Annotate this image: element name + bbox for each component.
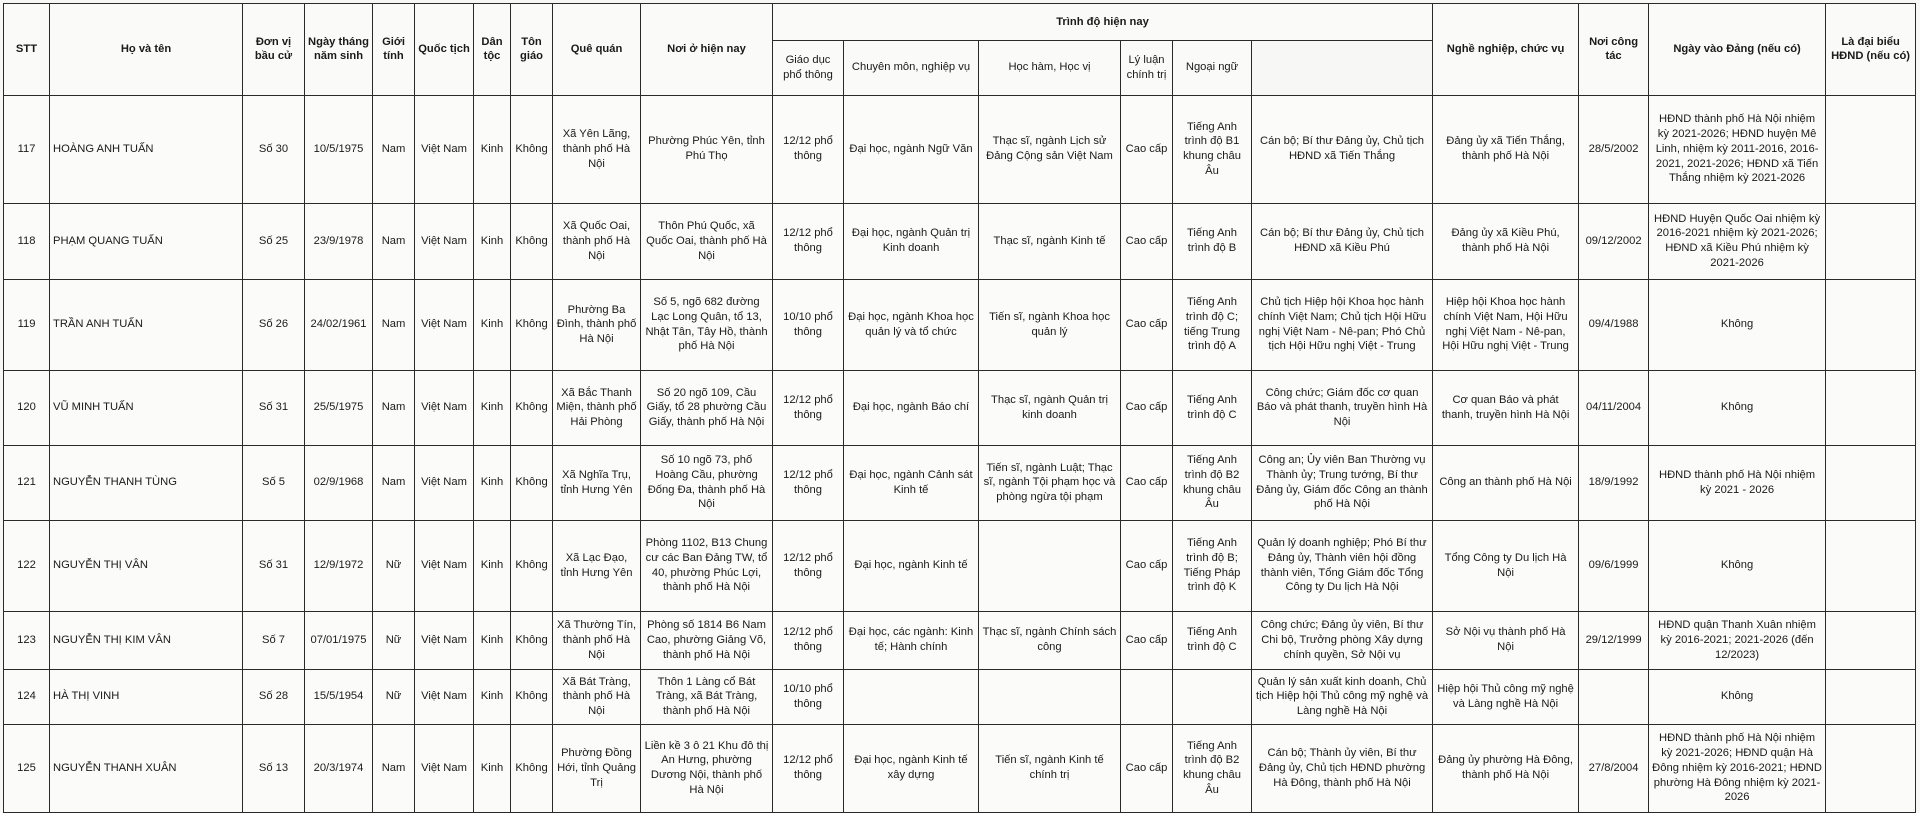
row-que-quan: Xã Yên Lãng, thành phố Hà Nội [553,95,641,203]
row-quoc-tich: Việt Nam [415,669,474,724]
row-noi-o: Số 20 ngõ 109, Cầu Giấy, tổ 28 phường Cầu Giấy, thành phố Hà Nội [641,370,773,445]
row-don-vi: Số 28 [243,669,305,724]
row-ly-luan: Cao cấp [1121,95,1173,203]
row-nghe-nghiep: Quản lý doanh nghiệp; Phó Bí thư Đảng ủy, Thành viên hội đồng thành viên, Tổng Giám đốc Tổng Công ty Du lịch Hà Nội [1252,520,1433,611]
table-row [4,520,1916,611]
row-hoc-ham: Tiến sĩ, ngành Luật; Thạc sĩ, ngành Tội phạm học và phòng ngừa tội phạm [979,445,1121,520]
row-hoc-ham: Thạc sĩ, ngành Kinh tế [979,203,1121,279]
row-noi-cong-tac: Đảng ủy xã Kiều Phú, thành phố Hà Nội [1433,203,1579,279]
col-header-trinh-do: Trình độ hiện nay [773,4,1433,41]
row-quoc-tich: Việt Nam [415,279,474,370]
col-header-ton-giao: Tôn giáo [511,4,553,96]
row-que-quan: Xã Quốc Oai, thành phố Hà Nội [553,203,641,279]
row-giao-duc: 10/10 phổ thông [773,669,844,724]
col-header-hoc-ham: Học hàm, Học vị [979,40,1121,95]
row-ngoai-ngu: Tiếng Anh trình độ B [1173,203,1252,279]
row-ngoai-ngu: Tiếng Anh trình độ C [1173,611,1252,669]
row-ton-giao: Không [511,445,553,520]
row-gioi-tinh: Nữ [373,520,415,611]
row-ghi-chu [1826,445,1916,520]
row-stt: 117 [4,95,50,203]
row-stt: 120 [4,370,50,445]
col-header-stt: STT [4,4,50,96]
row-ly-luan: Cao cấp [1121,370,1173,445]
row-ngay-vao-dang: 04/11/2004 [1579,370,1649,445]
row-ghi-chu [1826,669,1916,724]
row-chuyen-mon: Đại học, ngành Quản trị Kinh doanh [844,203,979,279]
row-dan-toc: Kinh [474,445,511,520]
table-row [4,370,1916,445]
row-dai-bieu: HĐND quận Thanh Xuân nhiệm kỳ 2016-2021; 2021-2026 (đến 12/2023) [1649,611,1826,669]
row-ly-luan: Cao cấp [1121,611,1173,669]
row-que-quan: Xã Bắc Thanh Miện, thành phố Hải Phòng [553,370,641,445]
row-quoc-tich: Việt Nam [415,445,474,520]
row-ho-ten: TRẦN ANH TUẤN [50,279,243,370]
row-ho-ten: PHẠM QUANG TUẤN [50,203,243,279]
row-ho-ten: HOÀNG ANH TUẤN [50,95,243,203]
row-ly-luan [1121,669,1173,724]
row-dai-bieu: HĐND thành phố Hà Nội nhiệm kỳ 2021-2026; HĐND quận Hà Đông nhiệm kỳ 2016-2021; HĐND phường Hà Đông nhiệm kỳ 2021-2026 [1649,724,1826,812]
col-header-quoc-tich: Quốc tịch [415,4,474,96]
row-ghi-chu [1826,724,1916,812]
row-ngay-sinh: 20/3/1974 [305,724,373,812]
candidate-table-wrapper [3,3,1915,813]
row-ngoai-ngu: Tiếng Anh trình độ C [1173,370,1252,445]
row-ngay-vao-dang: 29/12/1999 [1579,611,1649,669]
col-header-ho-ten: Họ và tên [50,4,243,96]
row-noi-cong-tac: Hiệp hội Thủ công mỹ nghệ và Làng nghề Hà Nội [1433,669,1579,724]
row-giao-duc: 12/12 phổ thông [773,724,844,812]
row-ghi-chu [1826,95,1916,203]
row-ngay-vao-dang: 09/4/1988 [1579,279,1649,370]
row-don-vi: Số 26 [243,279,305,370]
row-ngoai-ngu: Tiếng Anh trình độ B2 khung châu Âu [1173,724,1252,812]
row-noi-cong-tac: Hiệp hội Khoa học hành chính Việt Nam, Hội Hữu nghị Việt Nam - Nê-pan, Hội Hữu nghị Việt - Trung [1433,279,1579,370]
row-ghi-chu [1826,279,1916,370]
row-dai-bieu: HĐND Huyện Quốc Oai nhiệm kỳ 2016-2021 nhiệm kỳ 2021-2026; HĐND xã Kiều Phú nhiệm kỳ 2021-2026 [1649,203,1826,279]
row-stt: 118 [4,203,50,279]
row-ly-luan: Cao cấp [1121,203,1173,279]
row-que-quan: Xã Lạc Đạo, tỉnh Hưng Yên [553,520,641,611]
table-row [4,95,1916,203]
row-dan-toc: Kinh [474,724,511,812]
col-header-noi-o: Nơi ở hiện nay [641,4,773,96]
row-don-vi: Số 5 [243,445,305,520]
header-row-top [4,4,1916,41]
row-que-quan: Xã Thường Tín, thành phố Hà Nội [553,611,641,669]
row-nghe-nghiep: Cán bộ; Bí thư Đảng ủy, Chủ tịch HĐND xã Kiều Phú [1252,203,1433,279]
table-row [4,611,1916,669]
row-nghe-nghiep: Cán bộ; Thành ủy viên, Bí thư Đảng ủy, Chủ tịch HĐND phường Hà Đông, thành phố Hà Nội [1252,724,1433,812]
row-ton-giao: Không [511,669,553,724]
row-hoc-ham: Thạc sĩ, ngành Chính sách công [979,611,1121,669]
row-dai-bieu: Không [1649,279,1826,370]
row-ngoai-ngu: Tiếng Anh trình độ B2 khung châu Âu [1173,445,1252,520]
row-ly-luan: Cao cấp [1121,445,1173,520]
row-gioi-tinh: Nữ [373,669,415,724]
row-noi-o: Thôn 1 Làng cổ Bát Tràng, xã Bát Tràng, thành phố Hà Nội [641,669,773,724]
table-row [4,445,1916,520]
row-giao-duc: 12/12 phổ thông [773,95,844,203]
row-nghe-nghiep: Quản lý sản xuất kinh doanh, Chủ tịch Hiệp hội Thủ công mỹ nghệ và Làng nghề Hà Nội [1252,669,1433,724]
row-nghe-nghiep: Chủ tịch Hiệp hội Khoa học hành chính Việt Nam; Chủ tịch Hội Hữu nghị Việt Nam - Nê-pan; Phó Chủ tịch Hội Hữu nghị Việt - Trung [1252,279,1433,370]
row-dai-bieu: HĐND thành phố Hà Nội nhiệm kỳ 2021 - 2026 [1649,445,1826,520]
row-gioi-tinh: Nam [373,203,415,279]
row-quoc-tich: Việt Nam [415,724,474,812]
col-header-dan-toc: Dân tộc [474,4,511,96]
row-hoc-ham: Tiến sĩ, ngành Khoa học quản lý [979,279,1121,370]
row-ngay-sinh: 07/01/1975 [305,611,373,669]
row-ngay-sinh: 02/9/1968 [305,445,373,520]
row-dan-toc: Kinh [474,95,511,203]
row-hoc-ham [979,669,1121,724]
row-stt: 124 [4,669,50,724]
table-row [4,724,1916,812]
row-chuyen-mon: Đại học, ngành Kinh tế [844,520,979,611]
row-que-quan: Phường Đồng Hới, tỉnh Quảng Trị [553,724,641,812]
row-noi-cong-tac: Đảng ủy xã Tiến Thắng, thành phố Hà Nội [1433,95,1579,203]
row-ton-giao: Không [511,611,553,669]
col-header-don-vi: Đơn vị bầu cử [243,4,305,96]
row-don-vi: Số 30 [243,95,305,203]
row-ghi-chu [1826,203,1916,279]
row-dan-toc: Kinh [474,370,511,445]
row-dai-bieu: HĐND thành phố Hà Nội nhiệm kỳ 2021-2026; HĐND huyện Mê Linh, nhiệm kỳ 2011-2016, 2016-2021, 2021-2026; HĐND xã Tiến Thắng nhiệm kỳ 2021-2026 [1649,95,1826,203]
row-giao-duc: 12/12 phổ thông [773,520,844,611]
row-ngay-sinh: 25/5/1975 [305,370,373,445]
row-dai-bieu: Không [1649,520,1826,611]
table-body [4,95,1916,812]
row-nghe-nghiep: Công an; Ủy viên Ban Thường vụ Thành ủy; Trung tướng, Bí thư Đảng ủy, Giám đốc Công an thành phố Hà Nội [1252,445,1433,520]
row-que-quan: Phường Ba Đình, thành phố Hà Nội [553,279,641,370]
row-ngoai-ngu [1173,669,1252,724]
row-dai-bieu: Không [1649,669,1826,724]
row-ngay-sinh: 23/9/1978 [305,203,373,279]
row-ngay-vao-dang: 09/6/1999 [1579,520,1649,611]
col-header-ly-luan: Lý luận chính trị [1121,40,1173,95]
col-header-ngay-sinh: Ngày tháng năm sinh [305,4,373,96]
row-ton-giao: Không [511,370,553,445]
table-row [4,669,1916,724]
row-dan-toc: Kinh [474,203,511,279]
row-ngay-sinh: 12/9/1972 [305,520,373,611]
row-ngoai-ngu: Tiếng Anh trình độ B1 khung châu Âu [1173,95,1252,203]
row-noi-cong-tac: Tổng Công ty Du lịch Hà Nội [1433,520,1579,611]
col-header-que-quan: Quê quán [553,4,641,96]
col-header-nghe-nghiep: Nghề nghiệp, chức vụ [1433,4,1579,96]
row-quoc-tich: Việt Nam [415,520,474,611]
row-stt: 125 [4,724,50,812]
row-ly-luan: Cao cấp [1121,279,1173,370]
row-que-quan: Xã Bát Tràng, thành phố Hà Nội [553,669,641,724]
row-chuyen-mon: Đại học, các ngành: Kinh tế; Hành chính [844,611,979,669]
row-stt: 123 [4,611,50,669]
row-hoc-ham: Tiến sĩ, ngành Kinh tế chính trị [979,724,1121,812]
row-noi-cong-tac: Công an thành phố Hà Nội [1433,445,1579,520]
row-hoc-ham: Thạc sĩ, ngành Lịch sử Đảng Cộng sản Việt Nam [979,95,1121,203]
row-noi-o: Phường Phúc Yên, tỉnh Phú Thọ [641,95,773,203]
row-nghe-nghiep: Công chức; Giám đốc cơ quan Báo và phát thanh, truyền hình Hà Nội [1252,370,1433,445]
row-ho-ten: NGUYỄN THỊ VÂN [50,520,243,611]
row-giao-duc: 12/12 phổ thông [773,445,844,520]
row-quoc-tich: Việt Nam [415,95,474,203]
row-chuyen-mon: Đại học, ngành Cảnh sát Kinh tế [844,445,979,520]
row-chuyen-mon [844,669,979,724]
row-noi-o: Thôn Phú Quốc, xã Quốc Oai, thành phố Hà Nội [641,203,773,279]
row-ngay-sinh: 24/02/1961 [305,279,373,370]
row-ghi-chu [1826,520,1916,611]
row-ton-giao: Không [511,95,553,203]
row-dan-toc: Kinh [474,520,511,611]
row-ton-giao: Không [511,279,553,370]
row-ho-ten: NGUYỄN THANH TÙNG [50,445,243,520]
col-header-ngoai-ngu: Ngoại ngữ [1173,40,1252,95]
row-hoc-ham: Thạc sĩ, ngành Quản trị kinh doanh [979,370,1121,445]
col-header-gioi-tinh: Giới tính [373,4,415,96]
col-header-chuyen-mon: Chuyên môn, nghiệp vụ [844,40,979,95]
row-giao-duc: 12/12 phổ thông [773,611,844,669]
row-nghe-nghiep: Cán bộ; Bí thư Đảng ủy, Chủ tịch HĐND xã Tiến Thắng [1252,95,1433,203]
row-gioi-tinh: Nam [373,95,415,203]
table-row [4,203,1916,279]
row-nghe-nghiep: Công chức; Đảng ủy viên, Bí thư Chi bộ, Trưởng phòng Xây dựng chính quyền, Sở Nội vụ [1252,611,1433,669]
row-ngay-vao-dang: 18/9/1992 [1579,445,1649,520]
row-ngoai-ngu: Tiếng Anh trình độ B; Tiếng Pháp trình độ K [1173,520,1252,611]
row-don-vi: Số 7 [243,611,305,669]
row-gioi-tinh: Nam [373,724,415,812]
row-stt: 119 [4,279,50,370]
row-ngay-vao-dang [1579,669,1649,724]
row-ho-ten: VŨ MINH TUẤN [50,370,243,445]
row-giao-duc: 10/10 phổ thông [773,279,844,370]
col-header-dai-bieu: Là đại biểu HĐND (nếu có) [1826,4,1916,96]
row-ghi-chu [1826,611,1916,669]
row-dan-toc: Kinh [474,279,511,370]
row-ngay-vao-dang: 28/5/2002 [1579,95,1649,203]
row-ghi-chu [1826,370,1916,445]
row-ton-giao: Không [511,724,553,812]
row-quoc-tich: Việt Nam [415,203,474,279]
row-ngay-sinh: 10/5/1975 [305,95,373,203]
row-noi-o: Liền kề 3 ô 21 Khu đô thị An Hưng, phường Dương Nội, thành phố Hà Nội [641,724,773,812]
row-noi-cong-tac: Sở Nội vụ thành phố Hà Nội [1433,611,1579,669]
row-ho-ten: NGUYỄN THỊ KIM VÂN [50,611,243,669]
row-ton-giao: Không [511,203,553,279]
row-ho-ten: NGUYỄN THANH XUÂN [50,724,243,812]
row-chuyen-mon: Đại học, ngành Báo chí [844,370,979,445]
row-chuyen-mon: Đại học, ngành Khoa học quản lý và tổ chức [844,279,979,370]
row-ho-ten: HÀ THỊ VINH [50,669,243,724]
row-ngoai-ngu: Tiếng Anh trình độ C; tiếng Trung trình độ A [1173,279,1252,370]
row-dai-bieu: Không [1649,370,1826,445]
row-gioi-tinh: Nam [373,370,415,445]
row-chuyen-mon: Đại học, ngành Kinh tế xây dựng [844,724,979,812]
row-noi-o: Phòng số 1814 B6 Nam Cao, phường Giảng Võ, thành phố Hà Nội [641,611,773,669]
row-noi-cong-tac: Cơ quan Báo và phát thanh, truyền hình Hà Nội [1433,370,1579,445]
row-gioi-tinh: Nam [373,279,415,370]
candidate-table [3,3,1916,813]
row-stt: 121 [4,445,50,520]
row-stt: 122 [4,520,50,611]
col-header-ngay-vao-dang: Ngày vào Đảng (nếu có) [1649,4,1826,96]
row-dan-toc: Kinh [474,611,511,669]
row-gioi-tinh: Nam [373,445,415,520]
row-giao-duc: 12/12 phổ thông [773,203,844,279]
row-ngay-vao-dang: 09/12/2002 [1579,203,1649,279]
row-noi-cong-tac: Đảng ủy phường Hà Đông, thành phố Hà Nội [1433,724,1579,812]
row-dan-toc: Kinh [474,669,511,724]
row-don-vi: Số 31 [243,370,305,445]
row-quoc-tich: Việt Nam [415,370,474,445]
row-noi-o: Số 10 ngõ 73, phố Hoàng Cầu, phường Đống Đa, thành phố Hà Nội [641,445,773,520]
row-don-vi: Số 25 [243,203,305,279]
row-gioi-tinh: Nữ [373,611,415,669]
row-noi-o: Số 5, ngõ 682 đường Lạc Long Quân, tổ 13, Nhật Tân, Tây Hồ, thành phố Hà Nội [641,279,773,370]
col-header-noi-cong-tac: Nơi công tác [1579,4,1649,96]
row-ngay-vao-dang: 27/8/2004 [1579,724,1649,812]
row-chuyen-mon: Đại học, ngành Ngữ Văn [844,95,979,203]
row-noi-o: Phòng 1102, B13 Chung cư các Ban Đảng TW, tổ 40, phường Phúc Lợi, thành phố Hà Nội [641,520,773,611]
row-hoc-ham [979,520,1121,611]
row-don-vi: Số 13 [243,724,305,812]
row-don-vi: Số 31 [243,520,305,611]
table-row [4,279,1916,370]
row-ly-luan: Cao cấp [1121,724,1173,812]
row-ton-giao: Không [511,520,553,611]
col-header-giao-duc: Giáo dục phổ thông [773,40,844,95]
row-quoc-tich: Việt Nam [415,611,474,669]
row-ngay-sinh: 15/5/1954 [305,669,373,724]
row-que-quan: Xã Nghĩa Trụ, tỉnh Hưng Yên [553,445,641,520]
row-giao-duc: 12/12 phổ thông [773,370,844,445]
row-ly-luan: Cao cấp [1121,520,1173,611]
